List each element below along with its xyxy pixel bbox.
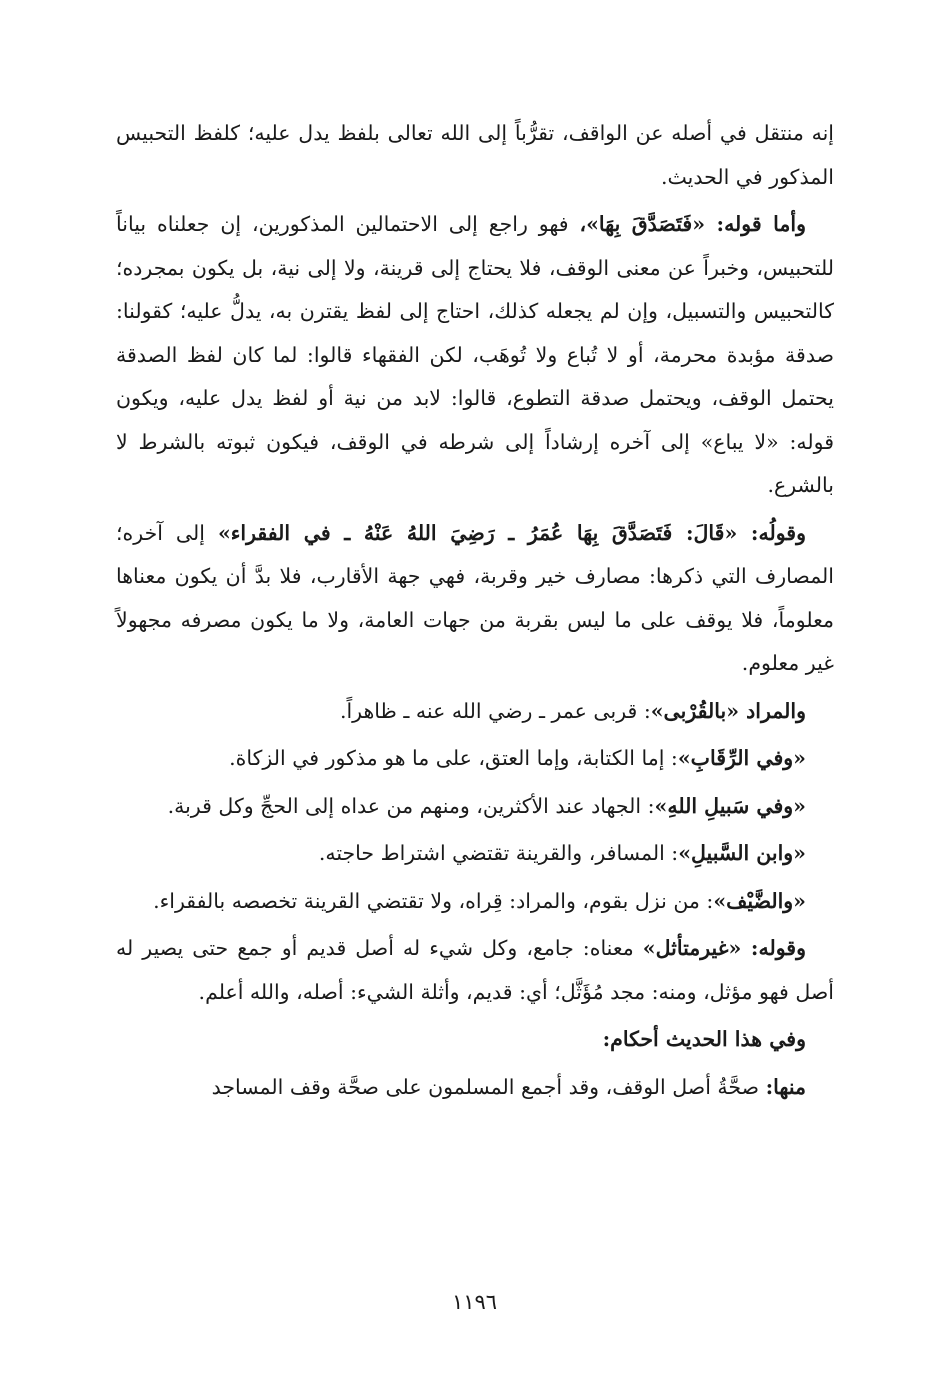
paragraph-text: : المسافر، والقرينة تقتضي اشتراط حاجته. (318, 841, 679, 865)
paragraph (116, 203, 834, 508)
paragraph (116, 927, 834, 1014)
paragraph-text: : من نزل بقوم، والمراد: قِراه، ولا تقتضي القرينة تخصصه بالفقراء. (153, 888, 714, 913)
paragraph (116, 832, 834, 876)
section-heading (116, 1018, 834, 1062)
paragraph-text: : قربى عمر ـ رضي الله عنه ـ ظاهراً. (339, 698, 651, 723)
page-body (116, 112, 834, 1113)
paragraph-lead: «والضَّيْف» (713, 888, 806, 913)
paragraph-text: معناه: جامع، وكل شيء له أصل قديم أو جمع حتى يصير له أصل فهو مؤثل، ومنه: مجد مُؤَثَّل؛ أي: قديم، وأثلة الشيء: أصله، والله أعلم. (116, 936, 834, 1004)
paragraph (116, 737, 834, 781)
page-number: ١١٩٦ (451, 1290, 498, 1314)
paragraph-text: إلى آخره؛ المصارف التي ذكرها: مصارف خير وقربة، فهي جهة الأقارب، فلا بدَّ أن يكون معناها معلوماً، فلا يوقف على ما ليس بقربة من جهات العامة، ولا ما يكون مصرفه مجهولاً غير معلوم. (116, 520, 834, 675)
paragraph-lead: «وفي سَبيلِ اللهِ» (654, 793, 806, 818)
paragraph (116, 512, 834, 686)
paragraph-lead: وفي هذا الحديث أحكام: (602, 1027, 806, 1051)
paragraph (116, 690, 834, 734)
paragraph-lead: «وفي الرِّقَابِ» (677, 746, 806, 770)
paragraph (116, 785, 834, 829)
paragraph-lead: «وابن السَّبيلِ» (678, 841, 806, 865)
paragraph (116, 1066, 834, 1110)
paragraph (116, 880, 834, 924)
paragraph-text: صحَّةُ أصل الوقف، وقد أجمع المسلمون على صحَّة وقف المساجد (211, 1074, 766, 1099)
paragraph-lead: وقوله: «غيرمتأثل» (642, 936, 807, 960)
paragraph-lead: والمراد «بالقُرْبى» (650, 698, 806, 723)
paragraph-lead: وقولُه: «قَالَ: فَتَصَدَّقَ بِهَا عُمَرُ ـ رَضِيَ اللهُ عَنْهُ ـ في الفقراء» (217, 520, 806, 545)
paragraph-text: فهو راجع إلى الاحتمالين المذكورين، إن جعلناه بياناً للتحبيس، وخبراً عن معنى الوقف، فلا يحتاج إلى قرينة، ولا إلى نية، بل يكون بمجرده؛ كالتحبيس والتسبيل، وإن لم يجعله كذلك، احتاج إلى لفظ يقترن به، يدلُّ عليه؛ كقولنا: صدقة مؤبدة محرمة، أو لا تُباع ولا تُوهَب، لكن الفقهاء قالوا: لما كان لفظ الصدقة يحتمل الوقف، ويحتمل صدقة التطوع، قالوا: لابد من نية أو لفظ يدل عليه، ويكون قوله: «لا يباع» إلى آخره إرشاداً إلى شرطه في الوقف، فيكون ثبوته بالشرط لا بالشرع. (116, 212, 834, 497)
paragraph-text: : الجهاد عند الأكثرين، ومنهم من عداه إلى الحجِّ وكل قربة. (167, 793, 655, 818)
paragraph-lead: منها: (765, 1074, 806, 1099)
paragraph-text: إنه منتقل في أصله عن الواقف، تقرُّباً إلى الله تعالى بلفظ يدل عليه؛ كلفظ التحبيس المذكور في الحديث. (116, 121, 834, 189)
paragraph (116, 112, 834, 199)
paragraph-lead: وأما قوله: «فَتَصَدَّقَ بِهَا»، (579, 212, 806, 236)
paragraph-text: : إما الكتابة، وإما العتق، على ما هو مذكور في الزكاة. (229, 746, 678, 770)
